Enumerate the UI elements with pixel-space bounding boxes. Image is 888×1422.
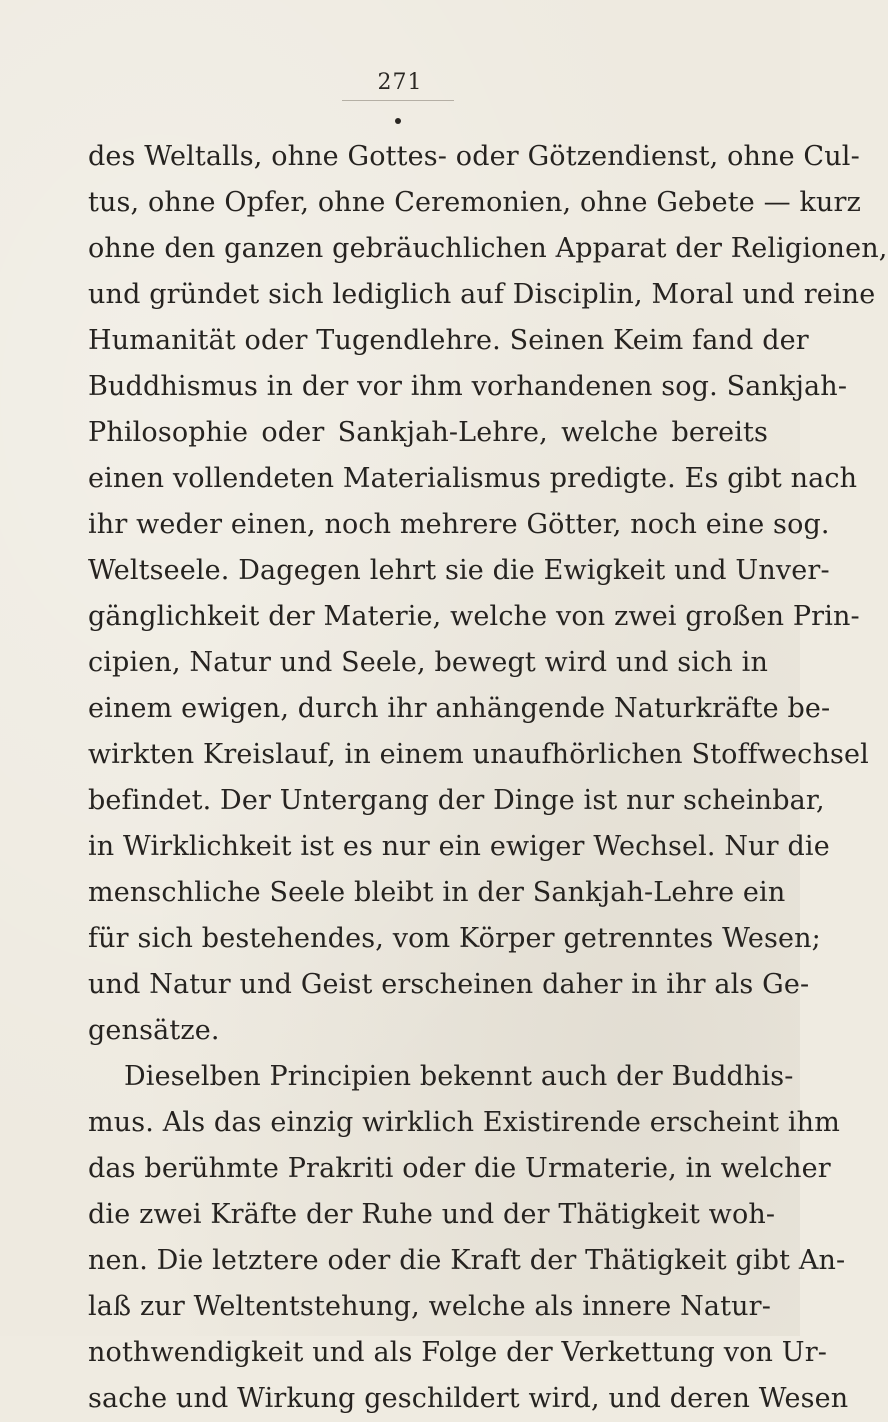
body-text [88, 134, 888, 1422]
text-line: menschliche Seele bleibt in der Sankjah-Lehre ein [88, 877, 786, 908]
text-line: einen vollendeten Materialismus predigte. Es gibt nach [88, 463, 858, 494]
text-line: befindet. Der Untergang der Dinge ist nur scheinbar, [88, 785, 825, 816]
text-line: die zwei Kräfte der Ruhe und der Thätigkeit woh- [88, 1199, 776, 1230]
text-line: Buddhismus in der vor ihm vorhandenen sog. Sankjah- [88, 371, 848, 402]
text-line: mus. Als das einzig wirklich Existirende erscheint ihm [88, 1107, 840, 1138]
page-number: 271 [377, 70, 423, 95]
text-line: Dieselben Principien bekennt auch der Buddhis- [124, 1061, 794, 1092]
text-line: tus, ohne Opfer, ohne Ceremonien, ohne Gebete — kurz [88, 187, 861, 218]
text-line: des Weltalls, ohne Gottes- oder Götzendienst, ohne Cul- [88, 141, 860, 172]
text-line: gensätze. [88, 1015, 220, 1046]
text-line: das berühmte Prakriti oder die Urmaterie, in welcher [88, 1153, 831, 1184]
text-line: Humanität oder Tugendlehre. Seinen Keim fand der [88, 325, 809, 356]
text-line: ihr weder einen, noch mehrere Götter, noch eine sog. [88, 509, 830, 540]
text-line: nothwendigkeit und als Folge der Verkettung von Ur- [88, 1337, 828, 1368]
text-line: sache und Wirkung geschildert wird, und deren Wesen [88, 1383, 849, 1414]
text-line: Weltseele. Dagegen lehrt sie die Ewigkeit und Unver- [88, 555, 830, 586]
page-number-rule [342, 100, 454, 101]
text-line: cipien, Natur und Seele, bewegt wird und sich in [88, 647, 768, 678]
text-line: wirkten Kreislauf, in einem unaufhörlichen Stoffwechsel [88, 739, 869, 770]
text-line: ohne den ganzen gebräuchlichen Apparat der Religionen, [88, 233, 888, 264]
text-line: für sich bestehendes, vom Körper getrenntes Wesen; [88, 923, 821, 954]
ink-dot-mark [395, 118, 401, 124]
text-line: Philosophie oder Sankjah-Lehre, welche bereits [88, 417, 768, 448]
text-line: in Wirklichkeit ist es nur ein ewiger Wechsel. Nur die [88, 831, 830, 862]
text-line: und Natur und Geist erscheinen daher in ihr als Ge- [88, 969, 810, 1000]
text-line: laß zur Weltentstehung, welche als innere Natur- [88, 1291, 772, 1322]
text-line: gänglichkeit der Materie, welche von zwei großen Prin- [88, 601, 860, 632]
text-line: und gründet sich lediglich auf Disciplin, Moral und reine [88, 279, 876, 310]
text-line: nen. Die letztere oder die Kraft der Thätigkeit gibt An- [88, 1245, 846, 1276]
text-line: einem ewigen, durch ihr anhängende Naturkräfte be- [88, 693, 831, 724]
